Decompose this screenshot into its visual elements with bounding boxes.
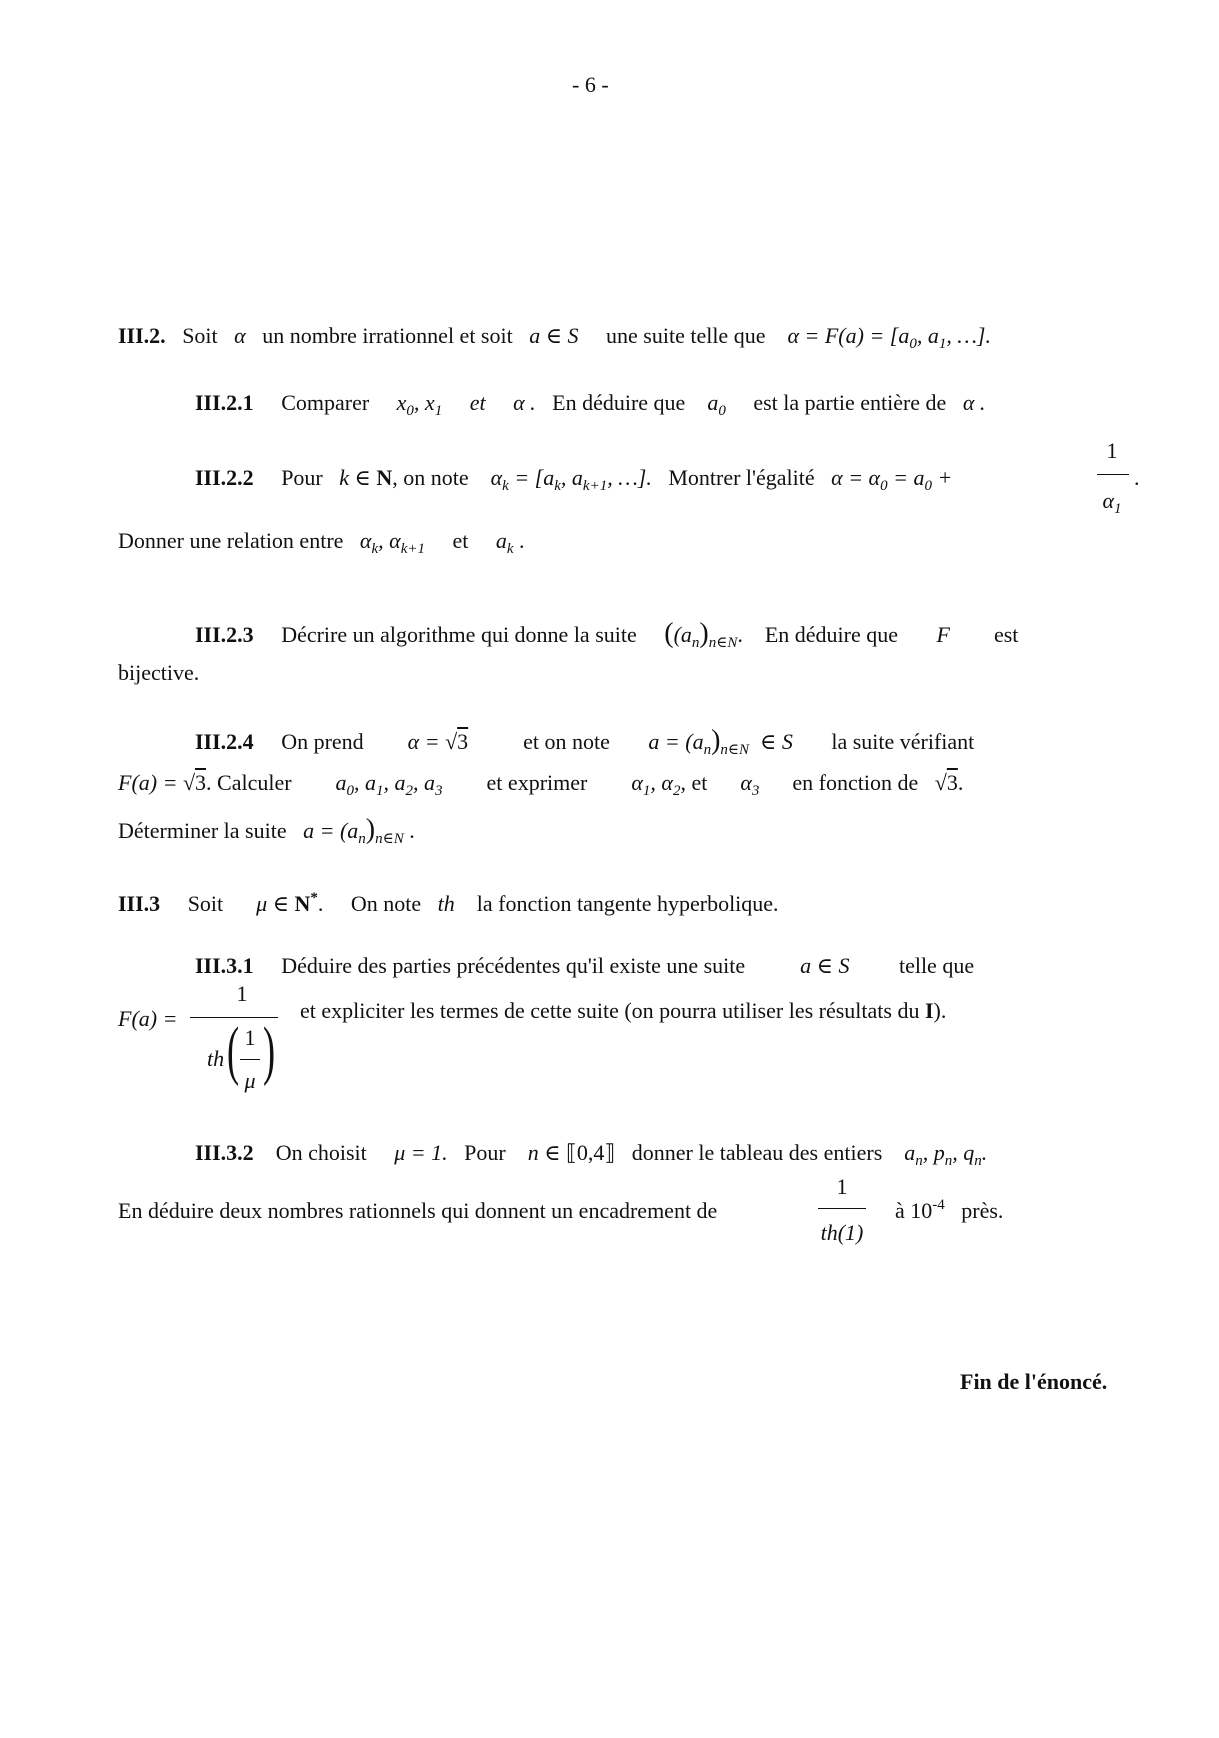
- math: n ∈: [527, 1140, 566, 1165]
- text: On choisit: [275, 1140, 367, 1165]
- subsection-III32: [195, 1140, 988, 1169]
- math: $x_0$, $x_1$: [396, 390, 443, 419]
- right-parenthesis: ): [263, 1014, 276, 1087]
- text: En déduire que: [764, 622, 899, 647]
- inner-denominator: μ: [244, 1068, 256, 1093]
- math: μ = 1.: [394, 1140, 448, 1165]
- text: un nombre irrationnel et soit: [262, 323, 513, 348]
- subsection-label: III.3.2: [195, 1140, 254, 1165]
- math: $\alpha = F(a) = [a_0$, $a_1$, …].: [787, 323, 991, 352]
- text: Décrire un algorithme qui donne la suite: [281, 622, 637, 647]
- math: F(a) = √3: [118, 770, 207, 795]
- line-bijective: bijective.: [118, 660, 200, 685]
- text: Soit: [182, 323, 218, 348]
- inner-fraction-bar: [240, 1059, 260, 1060]
- math: α = √3: [407, 729, 469, 754]
- subsection-label: III.2.2: [195, 465, 254, 490]
- text: la fonction tangente hyperbolique.: [476, 891, 779, 916]
- text: une suite telle que: [606, 323, 766, 348]
- precision-text: à $10^{-4}$ près.: [895, 1197, 1004, 1223]
- math-th: th: [207, 1046, 225, 1071]
- subsection-III24: [195, 725, 975, 758]
- text: . Calculer: [206, 770, 292, 795]
- text: en fonction de: [792, 770, 919, 795]
- math: α .: [962, 390, 986, 415]
- fraction-bar: [1097, 474, 1129, 475]
- math: $a_0$: [707, 390, 726, 419]
- math-sequence: $a = (a_n)_{n\in N}$: [303, 814, 404, 847]
- page-number: - 6 -: [572, 72, 609, 97]
- subsection-III21: [195, 390, 986, 419]
- text: Déduire des parties précédentes qu'il existe une suite: [281, 953, 746, 978]
- section-III2: [118, 323, 991, 352]
- line-III24-c: Déterminer la suite $a = (a_n)_{n\in N}$ .: [118, 814, 415, 847]
- math: $\alpha_k = [a_k$, $a_{k+1}$, …].: [490, 465, 652, 494]
- math: α .: [513, 390, 536, 415]
- left-parenthesis: (: [227, 1014, 240, 1087]
- text: On prend: [281, 729, 364, 754]
- text: et exprimer: [486, 770, 588, 795]
- section-label: III.3: [118, 891, 161, 916]
- math: a ∈ S: [529, 323, 579, 348]
- subsection-label: III.3.1: [195, 953, 254, 978]
- text: Comparer: [281, 390, 370, 415]
- text: donner le tableau des entiers: [631, 1140, 883, 1165]
- text: est la partie entière de: [753, 390, 947, 415]
- end-label: Fin de l'énoncé.: [960, 1369, 1108, 1394]
- text: et: [469, 390, 486, 415]
- math: α: [234, 323, 246, 348]
- text: Déterminer la suite: [118, 818, 287, 843]
- math-star: *: [310, 890, 318, 906]
- inner-numerator: 1: [244, 1025, 256, 1050]
- text: Donner une relation entre: [118, 528, 344, 553]
- text: et expliciter les termes de cette suite (on pourra utiliser les résultats du: [300, 998, 920, 1023]
- text: On note: [350, 891, 422, 916]
- section-label: III.2.: [118, 323, 166, 348]
- math: k ∈: [339, 465, 377, 490]
- line-III22-relation: [118, 528, 525, 557]
- math: μ ∈: [256, 891, 295, 916]
- subsection-label: III.2.1: [195, 390, 254, 415]
- math-sequence: ($(a_n)_{n\in N}$: [664, 618, 738, 651]
- subsection-III23: III.2.3 Décrire un algorithme qui donne la suite ($(a_n)_{n\in N}$. En déduire que F est: [195, 618, 1019, 651]
- math: $\alpha = \alpha_0 = a_0$ +: [831, 465, 953, 494]
- math: $\alpha_1$, $\alpha_2$: [631, 770, 681, 799]
- subsection-label: III.2.4: [195, 729, 254, 754]
- text: Pour: [464, 1140, 506, 1165]
- math-F-of-a: F(a) =: [118, 1006, 178, 1031]
- math: √3.: [934, 770, 964, 795]
- math-N: N: [294, 891, 311, 916]
- math: a ∈ S: [800, 953, 850, 978]
- math: $a_n$, $p_n$, $q_n$.: [904, 1140, 988, 1169]
- math-sequence: $a = (a_n)_{n\in N}$: [648, 725, 750, 758]
- fraction-numerator: 1: [836, 1174, 848, 1199]
- subsection-label: III.2.3: [195, 622, 254, 647]
- math-N: N: [376, 465, 393, 490]
- text: Montrer l'égalité: [668, 465, 815, 490]
- fraction-numerator: 1: [236, 981, 248, 1006]
- math: $a_k$: [495, 528, 514, 557]
- text: Pour: [281, 465, 323, 490]
- fraction-bar: [818, 1208, 866, 1209]
- fraction-numerator: 1: [1106, 438, 1118, 463]
- period: .: [519, 528, 525, 553]
- line-III32-b: En déduire deux nombres rationnels qui donnent un encadrement de: [118, 1198, 718, 1223]
- fraction-denominator: $\alpha_1$: [1102, 488, 1122, 517]
- text: Soit: [187, 891, 224, 916]
- text: En déduire que: [552, 390, 686, 415]
- text: et: [452, 528, 469, 553]
- math: F: [936, 622, 950, 647]
- section-III3: [118, 890, 779, 916]
- math: $\alpha_3$: [740, 770, 760, 799]
- text: telle que: [898, 953, 975, 978]
- text: .: [317, 891, 324, 916]
- subsection-III31: [195, 955, 974, 977]
- text: et on note: [523, 729, 610, 754]
- text: , et: [680, 770, 708, 795]
- math: ∈ S: [760, 729, 793, 754]
- subsection-III22: [195, 465, 953, 494]
- math: $\alpha_k$, $\alpha_{k+1}$: [359, 528, 425, 557]
- ref-I: I: [924, 998, 934, 1023]
- text: ).: [933, 998, 947, 1023]
- fraction-denominator: th(1): [820, 1220, 864, 1245]
- fraction-one-over-alpha1: [1095, 440, 1129, 462]
- text: la suite vérifiant: [831, 729, 975, 754]
- math: $a_0$, $a_1$, $a_2$, $a_3$: [335, 770, 443, 799]
- line-III31-b: [300, 1000, 946, 1022]
- text: , on note: [392, 465, 469, 490]
- math-interval: ⟦0,4⟧: [566, 1140, 616, 1165]
- text: est: [993, 622, 1019, 647]
- math: th: [437, 891, 455, 916]
- line-III24-b: [118, 770, 964, 799]
- period: .: [1134, 465, 1140, 490]
